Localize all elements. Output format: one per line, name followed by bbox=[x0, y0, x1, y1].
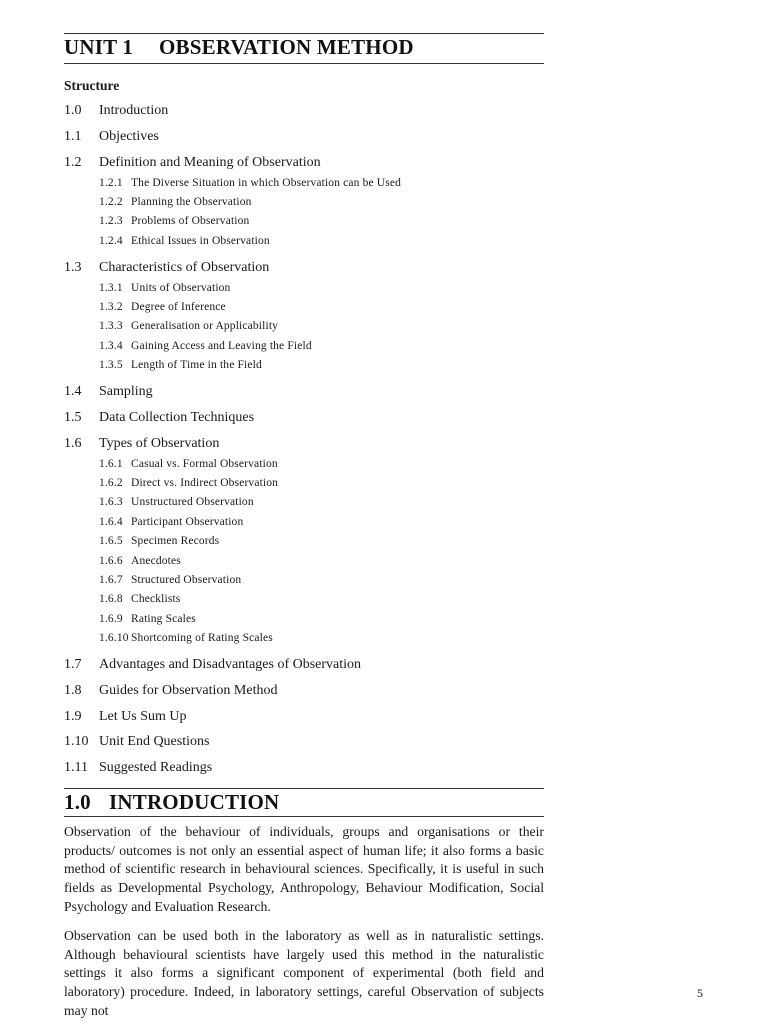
toc-number: 1.6.3 bbox=[99, 496, 123, 509]
toc-subentry bbox=[99, 516, 243, 528]
toc-title: Definition and Meaning of Observation bbox=[99, 154, 321, 170]
toc-number: 1.2.4 bbox=[99, 234, 123, 247]
toc-number: 1.3.4 bbox=[99, 339, 123, 352]
toc-number: 1.3 bbox=[64, 259, 82, 275]
toc-entry bbox=[64, 384, 153, 400]
toc-number: 1.6.9 bbox=[99, 612, 123, 625]
paragraph-1: Observation of the behaviour of individuals, groups and organisations or their products/ outcomes is not only an essential aspect of human life; it also forms a basic method of scientific research in behavioural sciences. Specifically, it is useful in such fields as Developmental Psychology, Anthropology, Behaviour Modification, Social Psychology and Evaluation Research. bbox=[64, 824, 544, 914]
toc-number: 1.6.7 bbox=[99, 574, 123, 586]
toc-subentry bbox=[99, 301, 226, 313]
toc-number: 1.6.1 bbox=[99, 457, 123, 470]
toc-title: Specimen Records bbox=[131, 535, 220, 548]
toc-title: Participant Observation bbox=[131, 515, 244, 528]
toc-subentry bbox=[99, 282, 230, 294]
toc-title: Unstructured Observation bbox=[131, 496, 254, 509]
toc-subentry bbox=[99, 496, 254, 508]
toc-number: 1.6.4 bbox=[99, 515, 123, 528]
toc-subentry bbox=[99, 235, 270, 247]
section-title: INTRODUCTION bbox=[109, 790, 280, 814]
toc-title: Degree of Inference bbox=[131, 301, 226, 313]
toc-entry bbox=[64, 683, 277, 699]
toc-number: 1.8 bbox=[64, 682, 82, 698]
toc-number: 1.2.3 bbox=[99, 215, 123, 228]
toc-subentry bbox=[99, 632, 273, 644]
toc-title: Problems of Observation bbox=[131, 215, 250, 228]
toc-title: Planning the Observation bbox=[131, 196, 252, 208]
toc-number: 1.11 bbox=[64, 760, 88, 776]
toc-number: 1.6.10 bbox=[99, 632, 129, 645]
toc-subentry bbox=[99, 340, 312, 352]
toc-title: Characteristics of Observation bbox=[99, 259, 270, 275]
toc-number: 1.6.2 bbox=[99, 477, 123, 489]
toc-title: Objectives bbox=[99, 128, 159, 144]
toc-number: 1.4 bbox=[64, 384, 82, 399]
toc-entry bbox=[64, 155, 321, 171]
toc-subentry bbox=[99, 477, 278, 489]
toc-number: 1.0 bbox=[64, 103, 82, 118]
toc-number: 1.2 bbox=[64, 154, 82, 170]
toc-entry bbox=[64, 734, 209, 750]
unit-heading bbox=[64, 35, 414, 60]
toc-number: 1.7 bbox=[64, 657, 82, 672]
toc-title: Sampling bbox=[99, 384, 153, 399]
toc-number: 1.5 bbox=[64, 409, 82, 425]
structure-label: Structure bbox=[64, 78, 120, 93]
toc-number: 1.6.5 bbox=[99, 535, 123, 548]
page-number: 5 bbox=[697, 986, 703, 1000]
toc-number: 1.6.6 bbox=[99, 554, 123, 567]
toc-title: Advantages and Disadvantages of Observation bbox=[99, 657, 362, 672]
toc-number: 1.6.8 bbox=[99, 593, 123, 606]
toc-number: 1.3.1 bbox=[99, 281, 123, 294]
toc-title: Guides for Observation Method bbox=[99, 682, 278, 698]
toc-entry bbox=[64, 103, 168, 119]
toc-subentry bbox=[99, 320, 278, 332]
toc-title: Introduction bbox=[99, 103, 169, 118]
toc-title: Gaining Access and Leaving the Field bbox=[131, 339, 312, 352]
toc-subentry bbox=[99, 574, 241, 586]
toc-entry bbox=[64, 436, 219, 452]
paragraph-2: Observation can be used both in the laboratory as well as in naturalistic settings. Although behavioural scientists have largely used this method in the naturalistic settings it also forms a significant component of experimental (both field and laboratory) procedure. Indeed, in laboratory settings, careful Observation of subjects may not bbox=[64, 928, 544, 1018]
unit-number: UNIT 1 bbox=[64, 35, 134, 59]
toc-title: Ethical Issues in Observation bbox=[131, 234, 270, 247]
toc-title: Types of Observation bbox=[99, 435, 220, 451]
toc-title: Structured Observation bbox=[131, 574, 242, 586]
toc-title: Anecdotes bbox=[131, 554, 181, 567]
section-number: 1.0 bbox=[64, 790, 91, 814]
top-rule bbox=[64, 33, 544, 34]
toc-title: The Diverse Situation in which Observation can be Used bbox=[131, 176, 401, 189]
toc-number: 1.6 bbox=[64, 435, 82, 451]
toc-subentry bbox=[99, 593, 180, 605]
toc-subentry bbox=[99, 215, 249, 227]
toc-subentry bbox=[99, 458, 278, 470]
toc-subentry bbox=[99, 555, 181, 567]
toc-entry bbox=[64, 709, 187, 725]
section-heading-underline bbox=[64, 816, 544, 817]
toc-subentry bbox=[99, 196, 252, 208]
section-top-rule bbox=[64, 788, 544, 789]
toc-subentry bbox=[99, 177, 401, 189]
toc-title: Let Us Sum Up bbox=[99, 708, 187, 724]
toc-subentry bbox=[99, 535, 219, 547]
toc-number: 1.9 bbox=[64, 708, 82, 724]
toc-number: 1.2.1 bbox=[99, 176, 123, 189]
toc-subentry bbox=[99, 613, 196, 625]
unit-title: OBSERVATION METHOD bbox=[159, 35, 414, 59]
toc-number: 1.10 bbox=[64, 734, 89, 750]
toc-number: 1.3.2 bbox=[99, 301, 123, 313]
toc-number: 1.1 bbox=[64, 128, 82, 144]
toc-title: Length of Time in the Field bbox=[131, 359, 262, 372]
toc-entry bbox=[64, 657, 361, 673]
section-heading bbox=[64, 790, 279, 815]
toc-title: Suggested Readings bbox=[99, 760, 213, 776]
toc-title: Generalisation or Applicability bbox=[131, 320, 279, 333]
toc-entry bbox=[64, 260, 269, 276]
toc-number: 1.2.2 bbox=[99, 196, 123, 208]
toc-title: Units of Observation bbox=[131, 281, 231, 294]
toc-title: Unit End Questions bbox=[99, 734, 210, 750]
toc-title: Rating Scales bbox=[131, 612, 196, 625]
toc-number: 1.3.5 bbox=[99, 359, 123, 372]
unit-heading-underline bbox=[64, 63, 544, 64]
toc-subentry bbox=[99, 359, 262, 371]
toc-title: Shortcoming of Rating Scales bbox=[131, 632, 273, 645]
toc-number: 1.3.3 bbox=[99, 320, 123, 333]
toc-entry bbox=[64, 129, 159, 145]
toc-entry bbox=[64, 410, 254, 426]
toc-entry bbox=[64, 760, 212, 776]
toc-title: Data Collection Techniques bbox=[99, 409, 255, 425]
toc-title: Casual vs. Formal Observation bbox=[131, 457, 278, 470]
toc-title: Checklists bbox=[131, 593, 181, 606]
toc-title: Direct vs. Indirect Observation bbox=[131, 477, 279, 489]
